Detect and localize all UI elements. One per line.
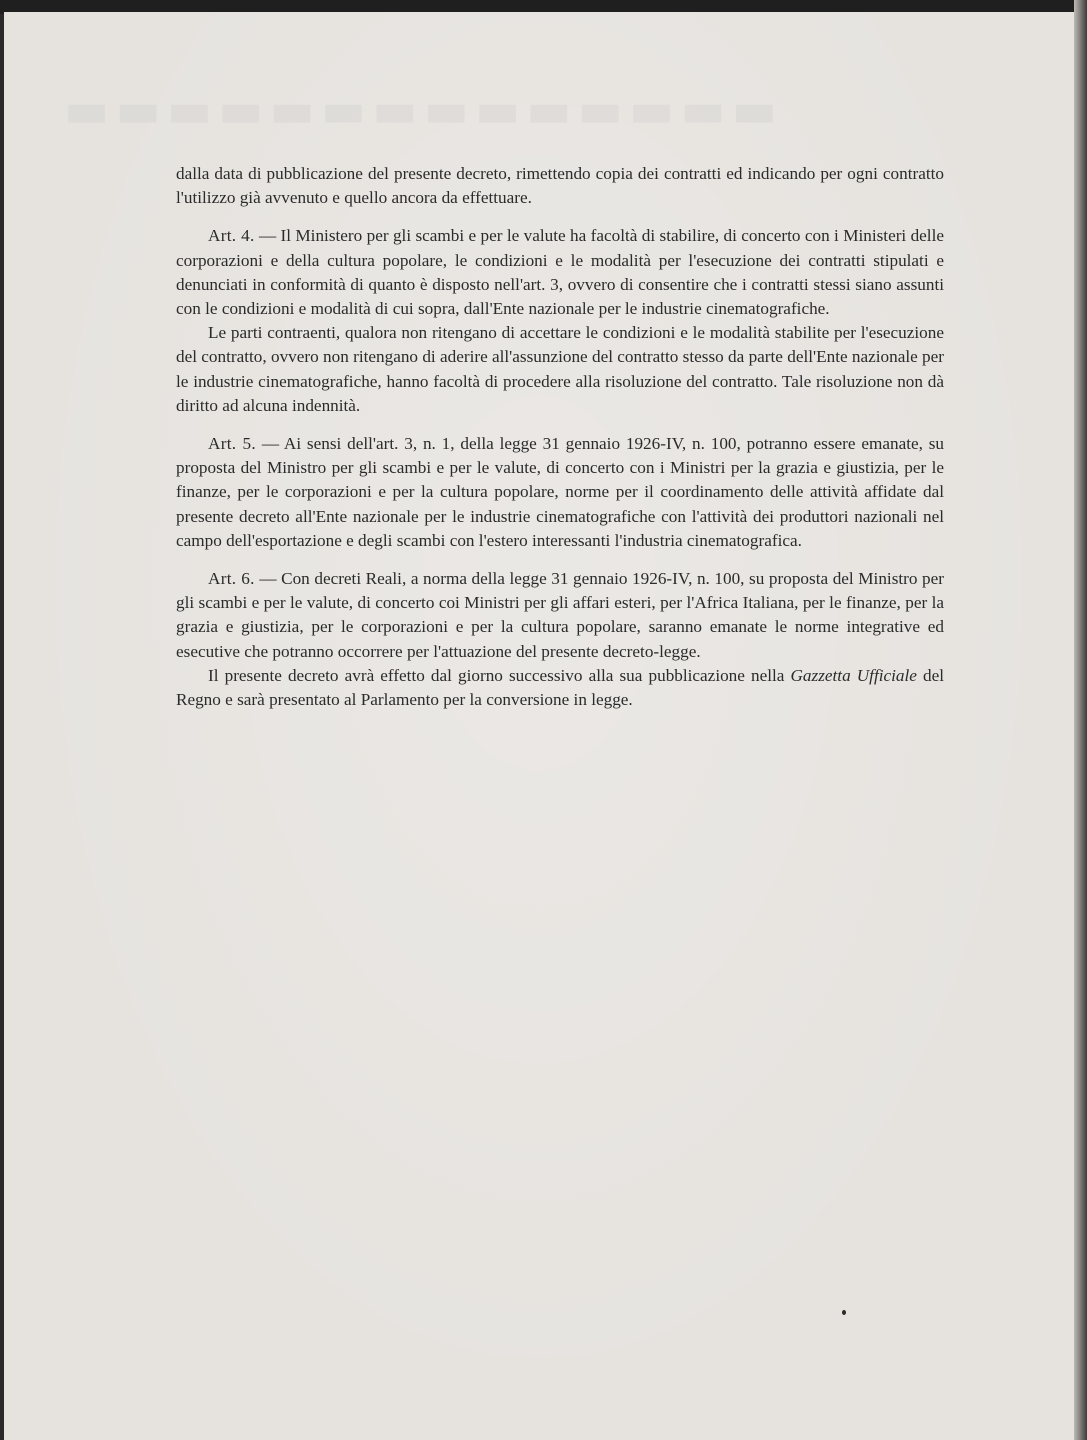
article-6 [176,567,944,664]
gazzetta-ufficiale-title: Gazzetta Ufficiale [790,665,917,685]
document-body [176,162,944,712]
article-4-label: Art. 4. [208,226,255,246]
article-5-label: Art. 5. [208,434,257,454]
article-6-text: — Con decreti Reali, a norma della legge 31 gennaio 1926-IV, n. 100, su proposta del Ministro per gli scambi e per le valute, di concerto coi Ministri per gli affari esteri, per l'Africa Italiana, per le finanze, per la grazia e giustizia, per le corporazioni e per la cultura popolare, saranno emanate le norme integrative ed esecutive che potranno occorrere per l'attuazione del presente decreto-legge. [176,569,944,661]
article-6-p2-text-before: Il presente decreto avrà effetto dal giorno successivo alla sua pubblicazione nella [208,665,791,685]
article-6-p2-text-after: del Regno e sarà presentato al Parlamento per la conversione in legge. [176,665,944,710]
document-page [4,12,1074,1440]
article-4 [176,224,944,321]
article-5 [176,432,944,553]
article-4-paragraph-2: Le parti contraenti, qualora non ritengano di accettare le condizioni e le modalità stabilite per l'esecuzione del contratto, ovvero non ritengano di aderire all'assunzione del contratto stesso da parte dell'Ente nazionale per le industrie cinematografiche, hanno facoltà di procedere alla risoluzione del contratto. Tale risoluzione non dà diritto ad alcuna indennità. [176,323,944,415]
article-5-text: — Ai sensi dell'art. 3, n. 1, della legge 31 gennaio 1926-IV, n. 100, potranno essere emanate, su proposta del Ministro per gli scambi e per le valute, di concerto con i Ministri per la grazia e giustizia, per le finanze, per le corporazioni e per la cultura popolare, norme per il coordinamento delle attività affidate dal presente decreto all'Ente nazionale per le industrie cinematografiche con l'attività dei produttori nazionali nel campo dell'esportazione e degli scambi con l'estero interessanti l'industria cinematografica. [176,434,945,550]
article-6-label: Art. 6. [208,569,255,589]
show-through-from-reverse [64,82,924,162]
article-4-text: — Il Ministero per gli scambi e per le valute ha facoltà di stabilire, di concerto con i Ministeri delle corporazioni e della cultura popolare, le condizioni e le modalità per l'esecuzione dei contratti stipulati e denunciati in conformità di quanto è disposto nell'art. 3, ovvero di consentire che i contratti stessi siano assunti con le condizioni e modalità di cui sopra, dall'Ente nazionale per le industrie cinematografiche. [176,226,944,319]
article-6-paragraph-2 [176,664,944,712]
page-edge-shadow [1074,0,1087,1440]
paragraph-continuation: dalla data di pubblicazione del presente decreto, rimettendo copia dei contratti ed indicando per ogni contratto l'utilizzo già avvenuto e quello ancora da effettuare. [176,164,944,208]
ink-speck [842,1310,846,1315]
